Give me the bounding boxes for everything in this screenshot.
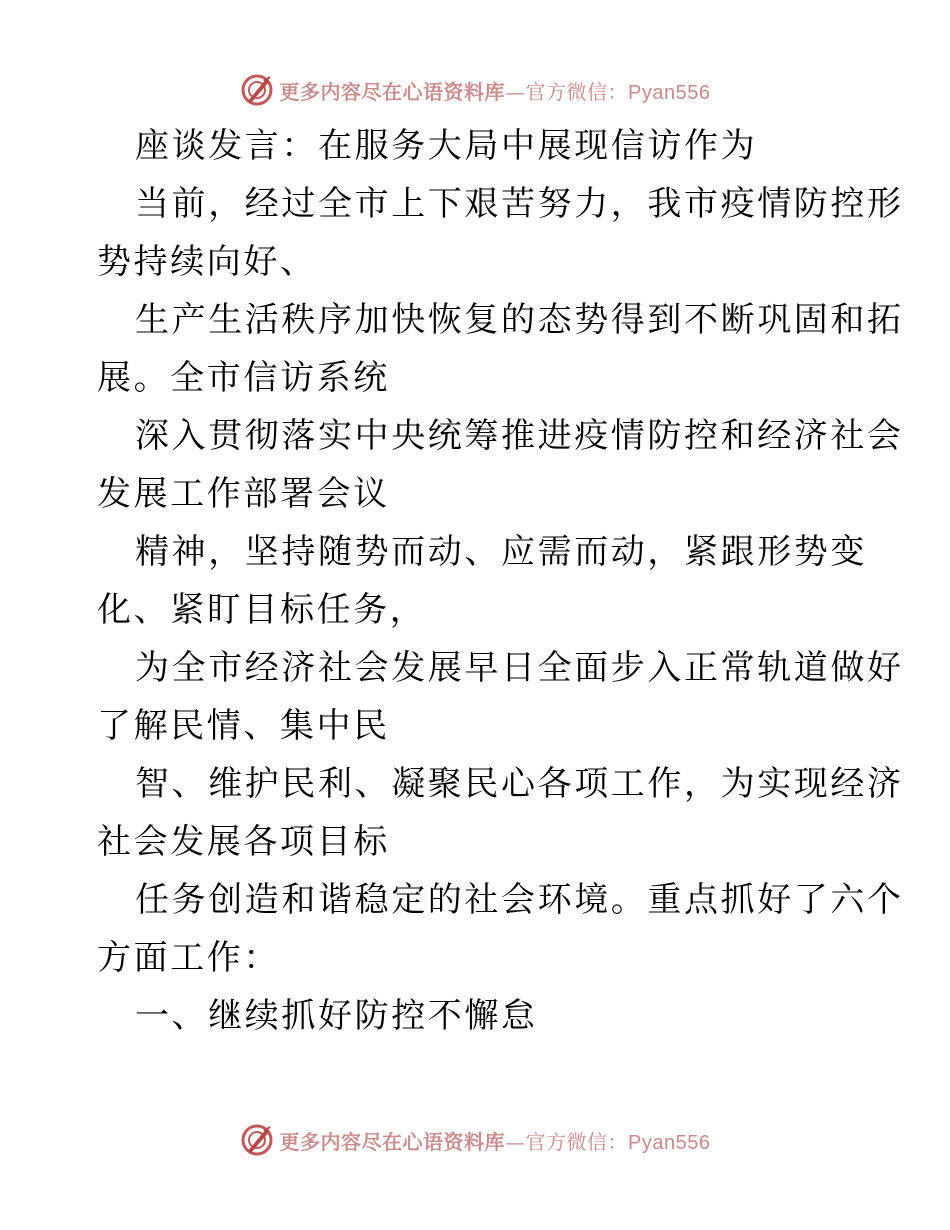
text-line: 任务创造和谐稳定的社会环境。重点抓好了六个 <box>135 880 904 920</box>
watermark-label: 官方微信： <box>525 79 629 104</box>
text-line: 方面工作： <box>97 938 280 978</box>
watermark-group <box>240 73 711 107</box>
text-line: 社会发展各项目标 <box>97 822 390 862</box>
text-line: 展。全市信访系统 <box>97 358 390 398</box>
text-line: 发展工作部署会议 <box>97 474 390 514</box>
section-heading: 一、继续抓好防控不懈怠 <box>135 996 538 1036</box>
watermark-account: Pyan556 <box>628 1131 711 1154</box>
watermark-dash: — <box>505 79 526 104</box>
document-body <box>97 117 904 1045</box>
quill-logo-icon <box>240 73 274 107</box>
text-line: 生产生活秩序加快恢复的态势得到不断巩固和拓 <box>135 300 904 340</box>
watermark-main: 更多内容尽在心语资料库 <box>279 79 506 104</box>
watermark-header <box>0 70 950 110</box>
text-line: 智、维护民利、凝聚民心各项工作，为实现经济 <box>135 764 904 804</box>
text-line: 为全市经济社会发展早日全面步入正常轨道做好 <box>135 648 904 688</box>
watermark-account: Pyan556 <box>628 81 711 104</box>
watermark-main: 更多内容尽在心语资料库 <box>279 1129 506 1154</box>
text-line: 化、紧盯目标任务， <box>97 590 427 630</box>
document-title: 座谈发言：在服务大局中展现信访作为 <box>135 126 758 166</box>
watermark-label: 官方微信： <box>525 1129 629 1154</box>
watermark-text <box>280 76 711 105</box>
watermark-dash: — <box>505 1129 526 1154</box>
text-line: 当前，经过全市上下艰苦努力，我市疫情防控形 <box>135 184 904 224</box>
watermark-group <box>240 1123 711 1157</box>
text-line: 精神，坚持随势而动、应需而动，紧跟形势变 <box>135 532 867 572</box>
watermark-footer <box>0 1120 950 1160</box>
quill-logo-icon <box>240 1123 274 1157</box>
text-line: 了解民情、集中民 <box>97 706 390 746</box>
text-line: 深入贯彻落实中央统筹推进疫情防控和经济社会 <box>135 416 904 456</box>
text-line: 势持续向好、 <box>97 242 317 282</box>
watermark-text <box>280 1126 711 1155</box>
